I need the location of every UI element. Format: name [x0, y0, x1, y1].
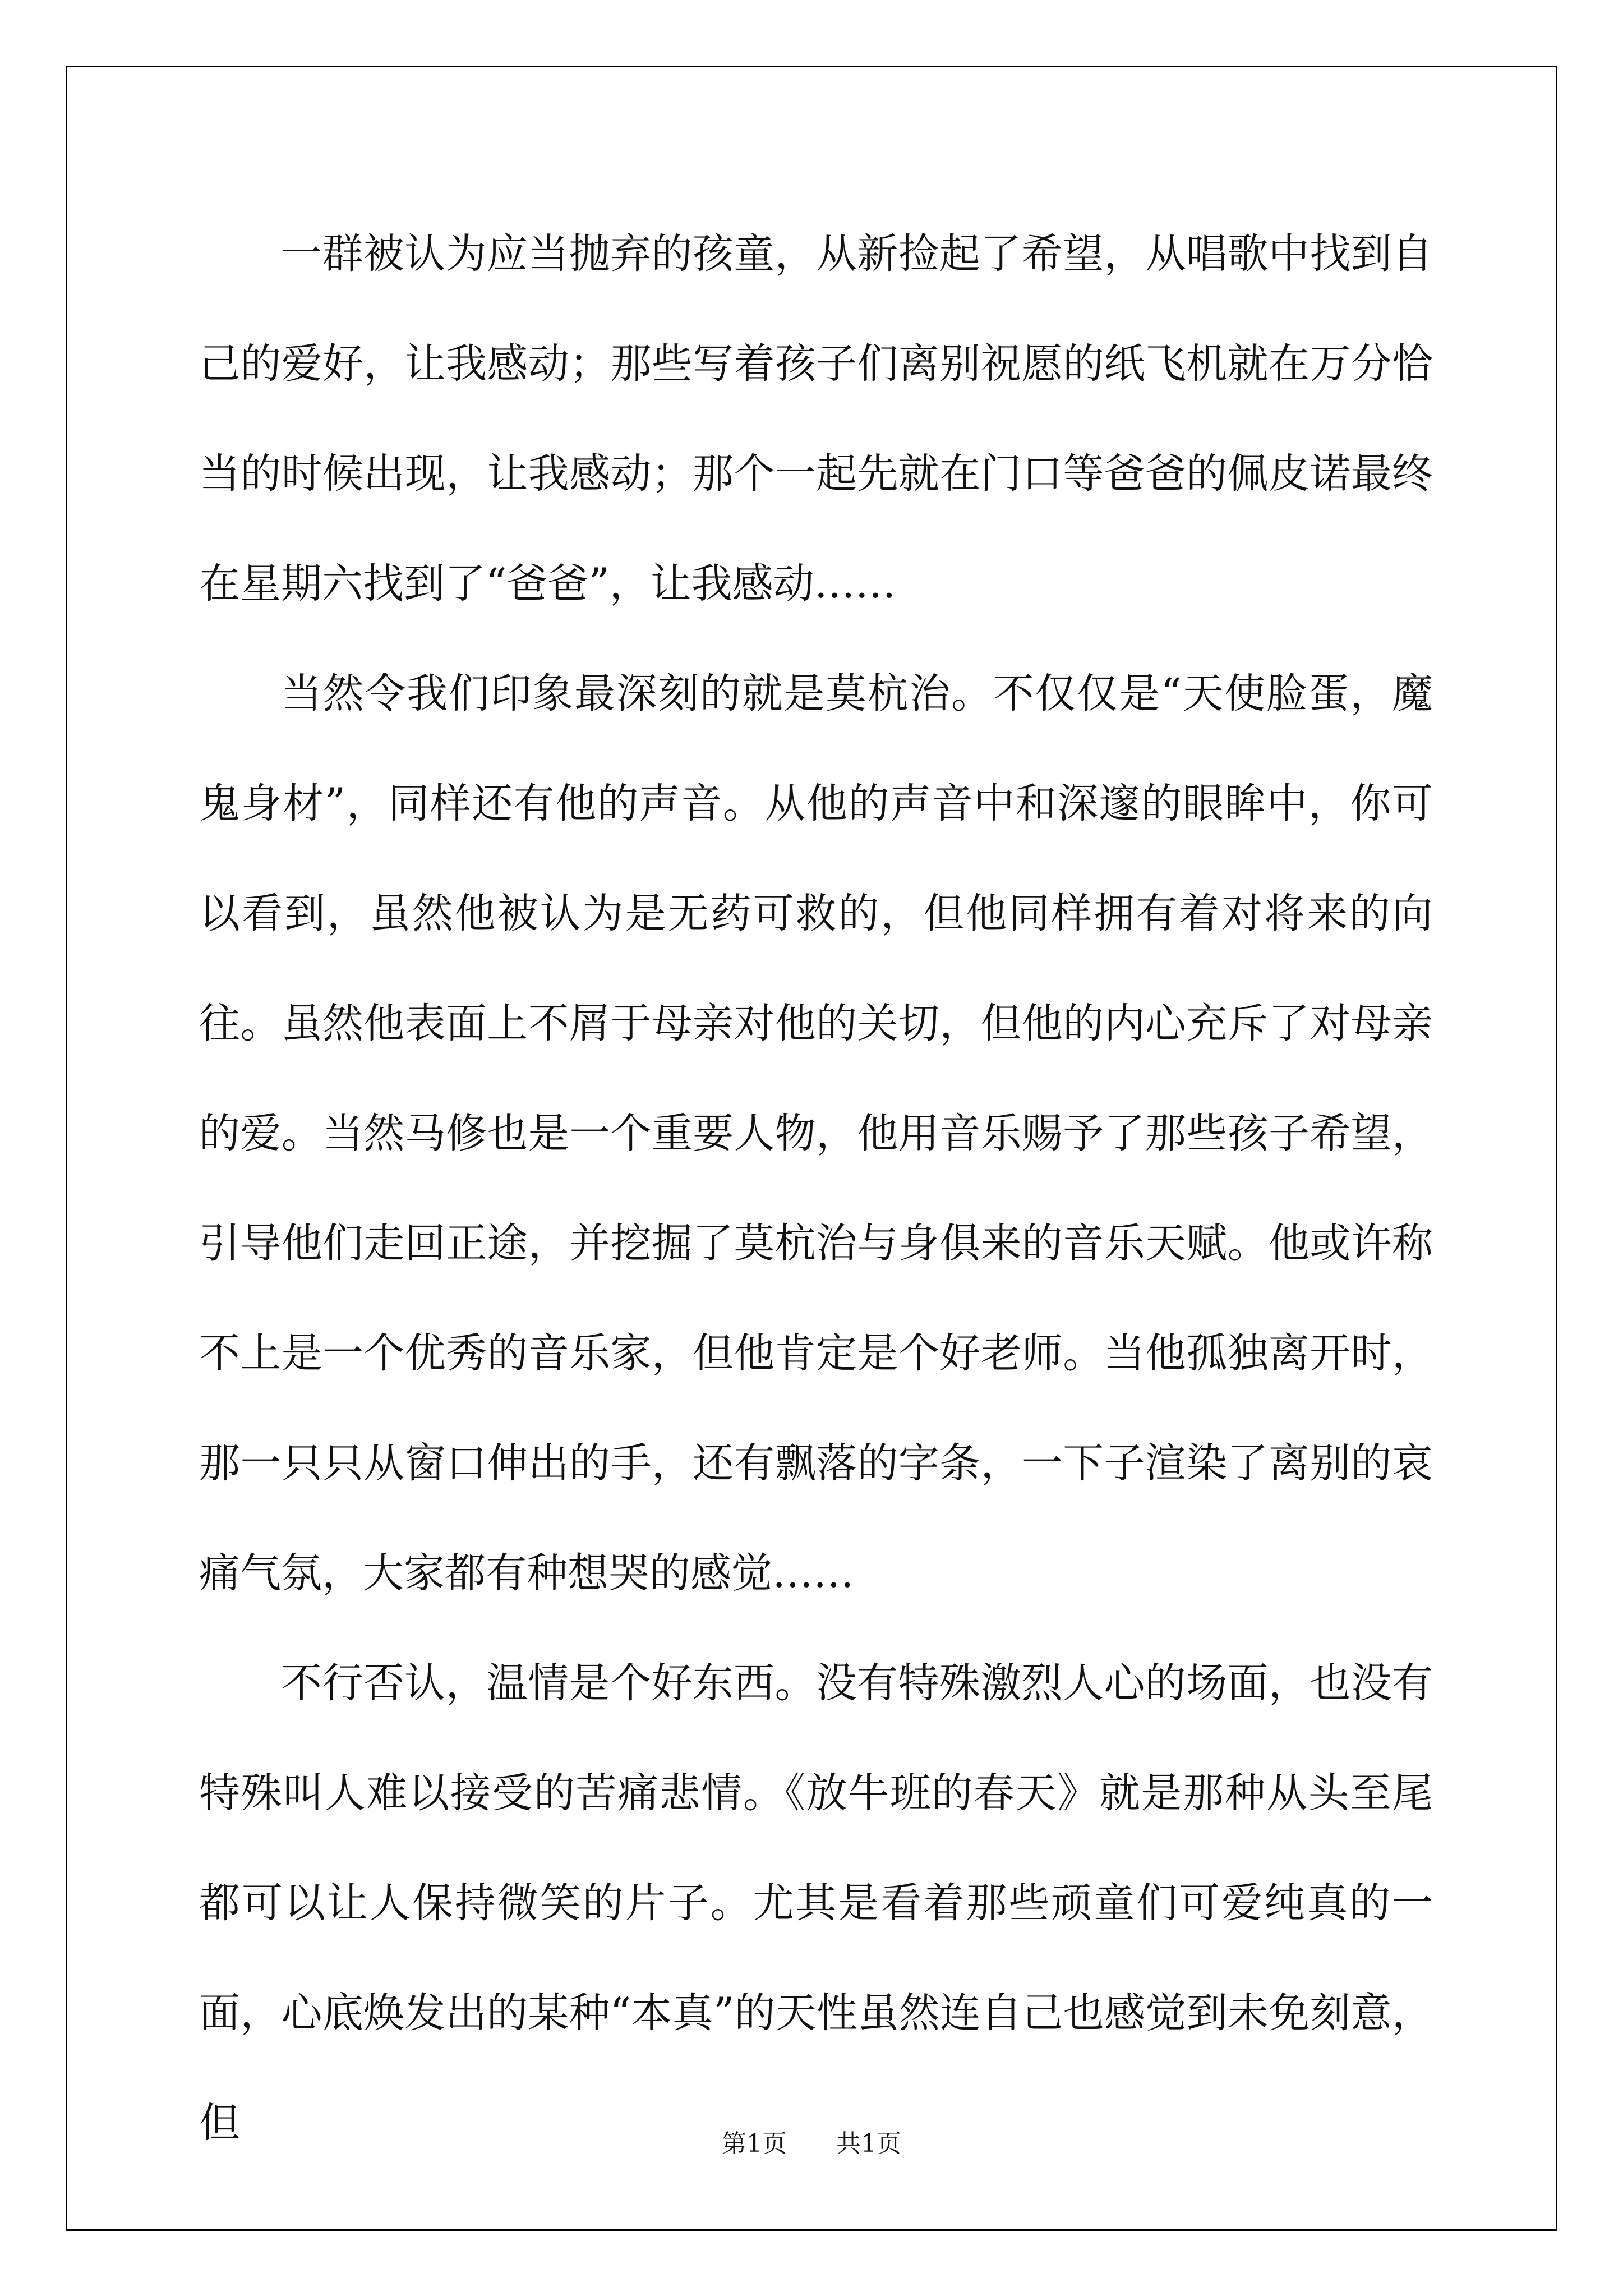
page-footer	[0, 2123, 1623, 2159]
paragraph-3: 不行否认，温情是个好东西。没有特殊激烈人心的场面，也没有特殊叫人难以接受的苦痛悲情。《放牛班的春天》就是那种从头至尾都可以让人保持微笑的片子。尤其是看着那些顽童们可爱纯真的一面，心底焕发出的某种“本真”的天性虽然连自己也感觉到未免刻意，但	[199, 1659, 1433, 2147]
paragraph-2: 当然令我们印象最深刻的就是莫杭治。不仅仅是“天使脸蛋，魔鬼身材”，同样还有他的声音。从他的声音中和深邃的眼眸中，你可以看到，虽然他被认为是无药可救的，但他同样拥有着对将来的向往。虽然他表面上不屑于母亲对他的关切，但他的内心充斥了对母亲的爱。当然马修也是一个重要人物，他用音乐赐予了那些孩子希望，引导他们走回正途，并挖掘了莫杭治与身俱来的音乐天赋。他或许称不上是一个优秀的音乐家，但他肯定是个好老师。当他孤独离开时，那一只只从窗口伸出的手，还有飘落的字条，一下子渲染了离别的哀痛气氛，大家都有种想哭的感觉……	[199, 670, 1433, 1597]
page-total: 共1页	[836, 2129, 901, 2158]
page-number: 第1页	[722, 2129, 787, 2158]
document-body	[199, 199, 1433, 2178]
paragraph-1: 一群被认为应当抛弃的孩童，从新捡起了希望，从唱歌中找到自己的爱好，让我感动；那些写着孩子们离别祝愿的纸飞机就在万分恰当的时候出现，让我感动；那个一起先就在门口等爸爸的佩皮诺最终在星期六找到了“爸爸”，让我感动……	[199, 230, 1433, 608]
